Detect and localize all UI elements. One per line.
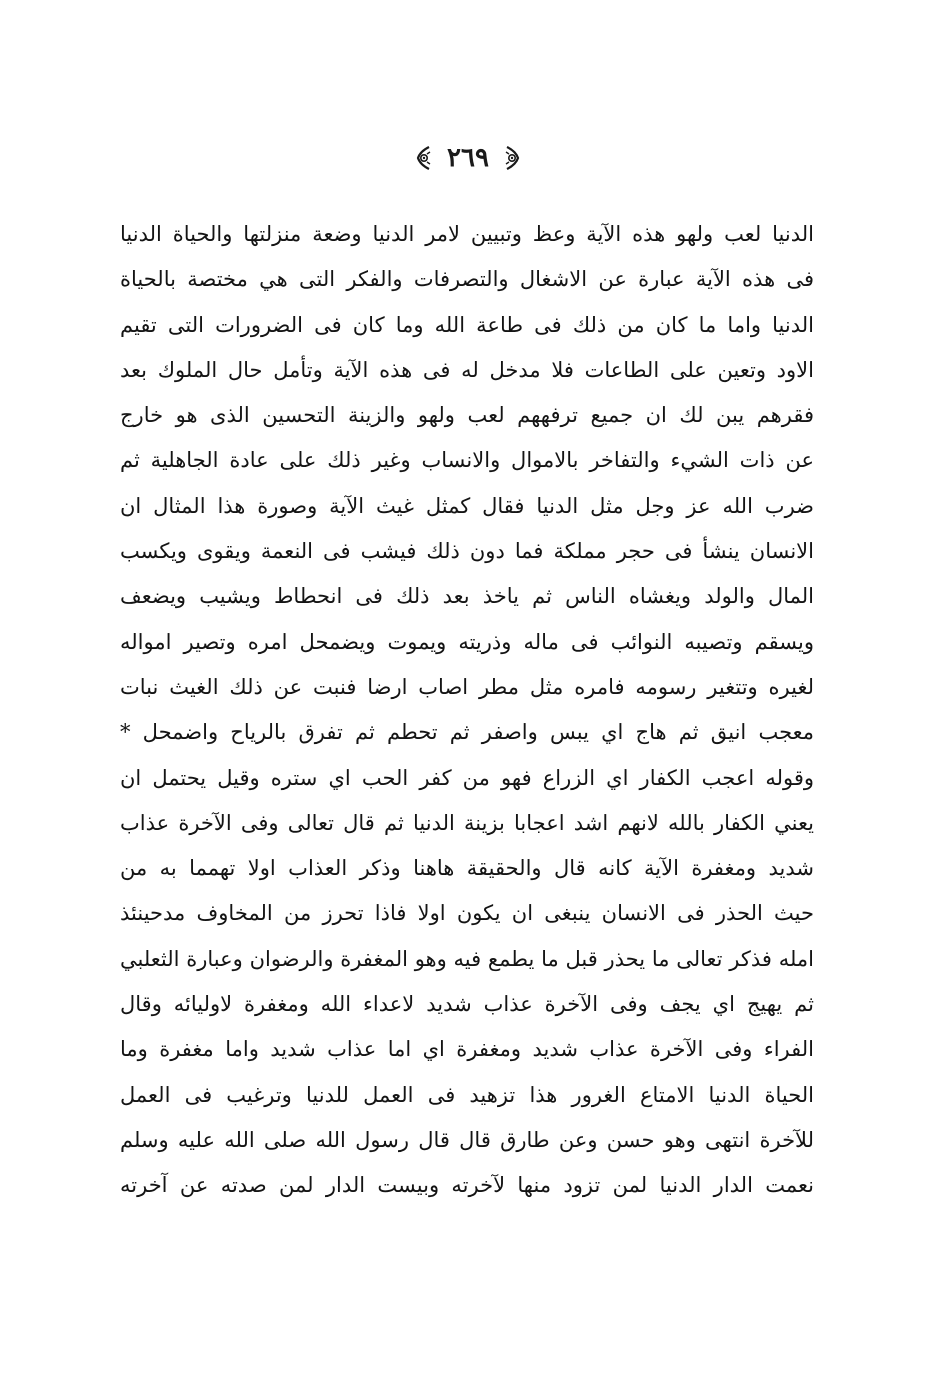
text-line-10: ويسقم وتصيبه النوائب فى ماله وذريته ويموت ويضمحل امره وتصير امواله [120,629,814,654]
right-ornament-icon [503,145,523,171]
page-number: ٢٦٩ [447,143,489,173]
body-text [120,212,814,1209]
text-line-18: ثم يهيج اي يجف وفى الآخرة عذاب شديد لاعداء الله ومغفرة لاوليائه وقال [120,992,814,1017]
left-ornament-icon [413,145,433,171]
text-line-14: يعني الكفار بالله لانهم اشد اعجابا بزينة الدنيا ثم قال تعالى وفى الآخرة عذاب [120,810,814,835]
text-line-12: معجب انيق ثم هاج اي يبس واصفر ثم تحطم ثم تفرق بالرياح واضمحل * [120,720,814,745]
text-line-1: الدنيا لعب ولهو هذه الآية وعظ وتبيين لامر الدنيا وضعة منزلتها والحياة الدنيا [120,222,814,246]
text-line-3: الدنيا واما ما كان من ذلك فى طاعة الله وما كان فى الضرورات التى تقيم [120,312,814,337]
page-header [0,138,936,178]
text-line-4: الاود وتعين على الطاعات فلا مدخل له فى هذه الآية وتأمل حال الملوك بعد [120,357,814,382]
text-line-19: الفراء وفى الآخرة عذاب شديد ومغفرة اي اما عذاب شديد واما مغفرة وما [120,1037,814,1062]
text-line-22: نعمت الدار الدنيا لمن تزود منها لآخرته وبيست الدار لمن صدته عن آخرته [120,1173,814,1198]
text-line-2: فى هذه الآية عبارة عن الاشغال والتصرفات والفكر التى هي مختصة بالحياة [120,267,814,292]
text-line-16: حيث الحذر فى الانسان ينبغى ان يكون اولا فاذا تحرز من المخاوف مدحينئذ [120,901,814,926]
text-line-20: الحياة الدنيا الامتاع الغرور هذا تزهيد فى العمل للدنيا وترغيب فى العمل [120,1082,814,1107]
text-line-21: للآخرة انتهى وهو حسن وعن طارق قال قال رسول الله صلى الله عليه وسلم [120,1127,814,1152]
text-line-9: المال والولد ويغشاه الناس ثم ياخذ بعد ذلك فى انحطاط ويشيب ويضعف [120,584,814,609]
text-line-8: الانسان ينشأ فى حجر مملكة فما دون ذلك فيشب فى النعمة ويقوى ويكسب [120,539,814,564]
text-line-11: لغيره وتتغير رسومه فامره مثل مطر اصاب ارضا فنبت عن ذلك الغيث نبات [120,674,814,699]
text-line-15: شديد ومغفرة الآية كانه قال والحقيقة هاهنا وذكر العذاب اولا تهمما به من [120,856,814,881]
text-line-6: عن ذات الشيء والتفاخر بالاموال والانساب وغير ذلك على عادة الجاهلية ثم [120,448,814,473]
text-line-17: امله فذكر تعالى ما يحذر قبل ما يطمع فيه وهو المغفرة والرضوان وعبارة الثعلبي [120,946,814,971]
text-line-13: وقوله اعجب الكفار اي الزراع فهو من كفر الحب اي ستره وقيل يحتمل ان [120,765,814,790]
text-line-7: ضرب الله عز وجل مثل الدنيا فقال كمثل غيث الآية وصورة هذا المثال ان [120,493,814,518]
text-line-5: فقرهم يبن لك ان جميع ترفههم لعب ولهو والزينة التحسين الذى هو خارج [120,403,814,428]
